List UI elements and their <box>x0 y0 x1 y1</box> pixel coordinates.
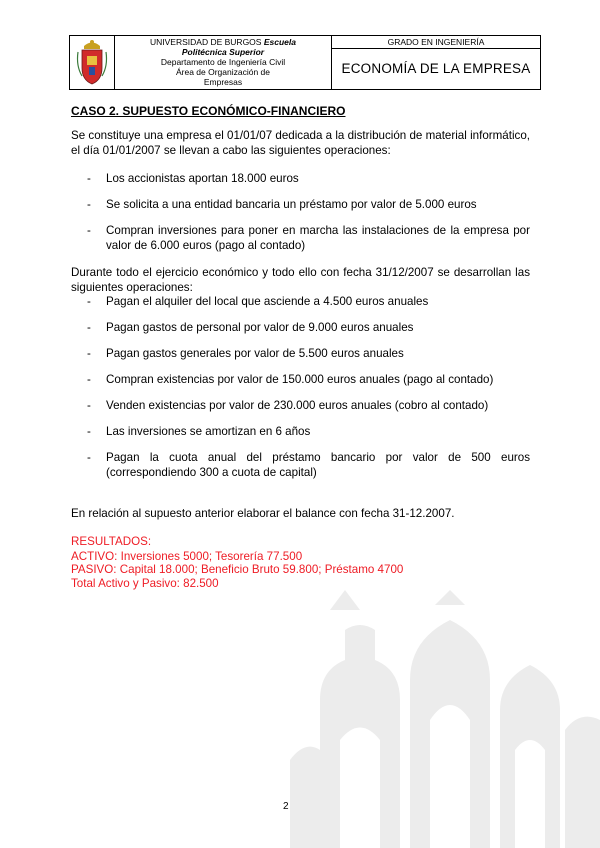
page-number: 2 <box>283 801 289 812</box>
bullet-dash: - <box>87 198 91 211</box>
list-item: - Venden existencias por valor de 230.000 euros anuales (cobro al contado) <box>87 399 489 412</box>
subject-name: ECONOMÍA DE LA EMPRESA <box>341 61 531 76</box>
school-line2: Politécnica Superior <box>181 47 265 57</box>
year-intro-paragraph: Durante todo el ejercicio económico y todo ello con fecha 31/12/2007 se desarrollan las siguientes operaciones: <box>71 266 530 294</box>
crest-icon <box>70 36 114 89</box>
school-line1: Escuela <box>263 37 296 47</box>
bullet-dash: - <box>87 425 91 438</box>
bullet-dash: - <box>87 321 91 334</box>
results-activo: ACTIVO: Inversiones 5000; Tesorería 77.500 <box>71 550 303 563</box>
list-item: - Pagan la cuota anual del préstamo bancario por valor de 500 euros (correspondiendo 300 a cuota de capital) <box>87 451 530 479</box>
degree-name: GRADO EN INGENIERÍA <box>332 36 540 49</box>
watermark-logo <box>290 590 600 848</box>
case-title: CASO 2. SUPUESTO ECONÓMICO-FINANCIERO <box>71 104 346 118</box>
task-paragraph: En relación al supuesto anterior elaborar el balance con fecha 31-12.2007. <box>71 507 455 520</box>
bullet-dash: - <box>87 224 91 237</box>
university-crest <box>70 36 114 89</box>
list-item: - Pagan gastos generales por valor de 5.500 euros anuales <box>87 347 404 360</box>
list-item: - Las inversiones se amortizan en 6 años <box>87 425 311 438</box>
list-item: - Pagan gastos de personal por valor de 9.000 euros anuales <box>87 321 414 334</box>
results-pasivo: PASIVO: Capital 18.000; Beneficio Bruto 59.800; Préstamo 4700 <box>71 563 404 576</box>
university-line <box>115 37 331 47</box>
results-heading: RESULTADOS: <box>71 535 152 548</box>
department-name: Departamento de Ingeniería Civil <box>160 57 286 67</box>
list-item: - Compran existencias por valor de 150.000 euros anuales (pago al contado) <box>87 373 494 386</box>
bullet-dash: - <box>87 347 91 360</box>
bullet-dash: - <box>87 399 91 412</box>
list-item: - Compran inversiones para poner en marcha las instalaciones de la empresa por valor de 6.000 euros (pago al contado) <box>87 224 530 252</box>
institution-info <box>114 36 332 89</box>
bullet-dash: - <box>87 172 91 185</box>
bullet-dash: - <box>87 373 91 386</box>
results-total: Total Activo y Pasivo: 82.500 <box>71 577 219 590</box>
list-item: - Pagan el alquiler del local que asciende a 4.500 euros anuales <box>87 295 429 308</box>
university-name: UNIVERSIDAD DE BURGOS <box>150 37 262 47</box>
list-item: - Los accionistas aportan 18.000 euros <box>87 172 299 185</box>
area-line1: Área de Organización de <box>175 67 271 77</box>
area-line2: Empresas <box>203 77 243 87</box>
bullet-dash: - <box>87 295 91 308</box>
document-header <box>69 35 541 90</box>
list-item: - Se solicita a una entidad bancaria un préstamo por valor de 5.000 euros <box>87 198 477 211</box>
intro-paragraph: Se constituye una empresa el 01/01/07 dedicada a la distribución de material informático, el día 01/01/2007 se llevan a cabo las siguientes operaciones: <box>71 129 530 157</box>
bullet-dash: - <box>87 451 91 464</box>
